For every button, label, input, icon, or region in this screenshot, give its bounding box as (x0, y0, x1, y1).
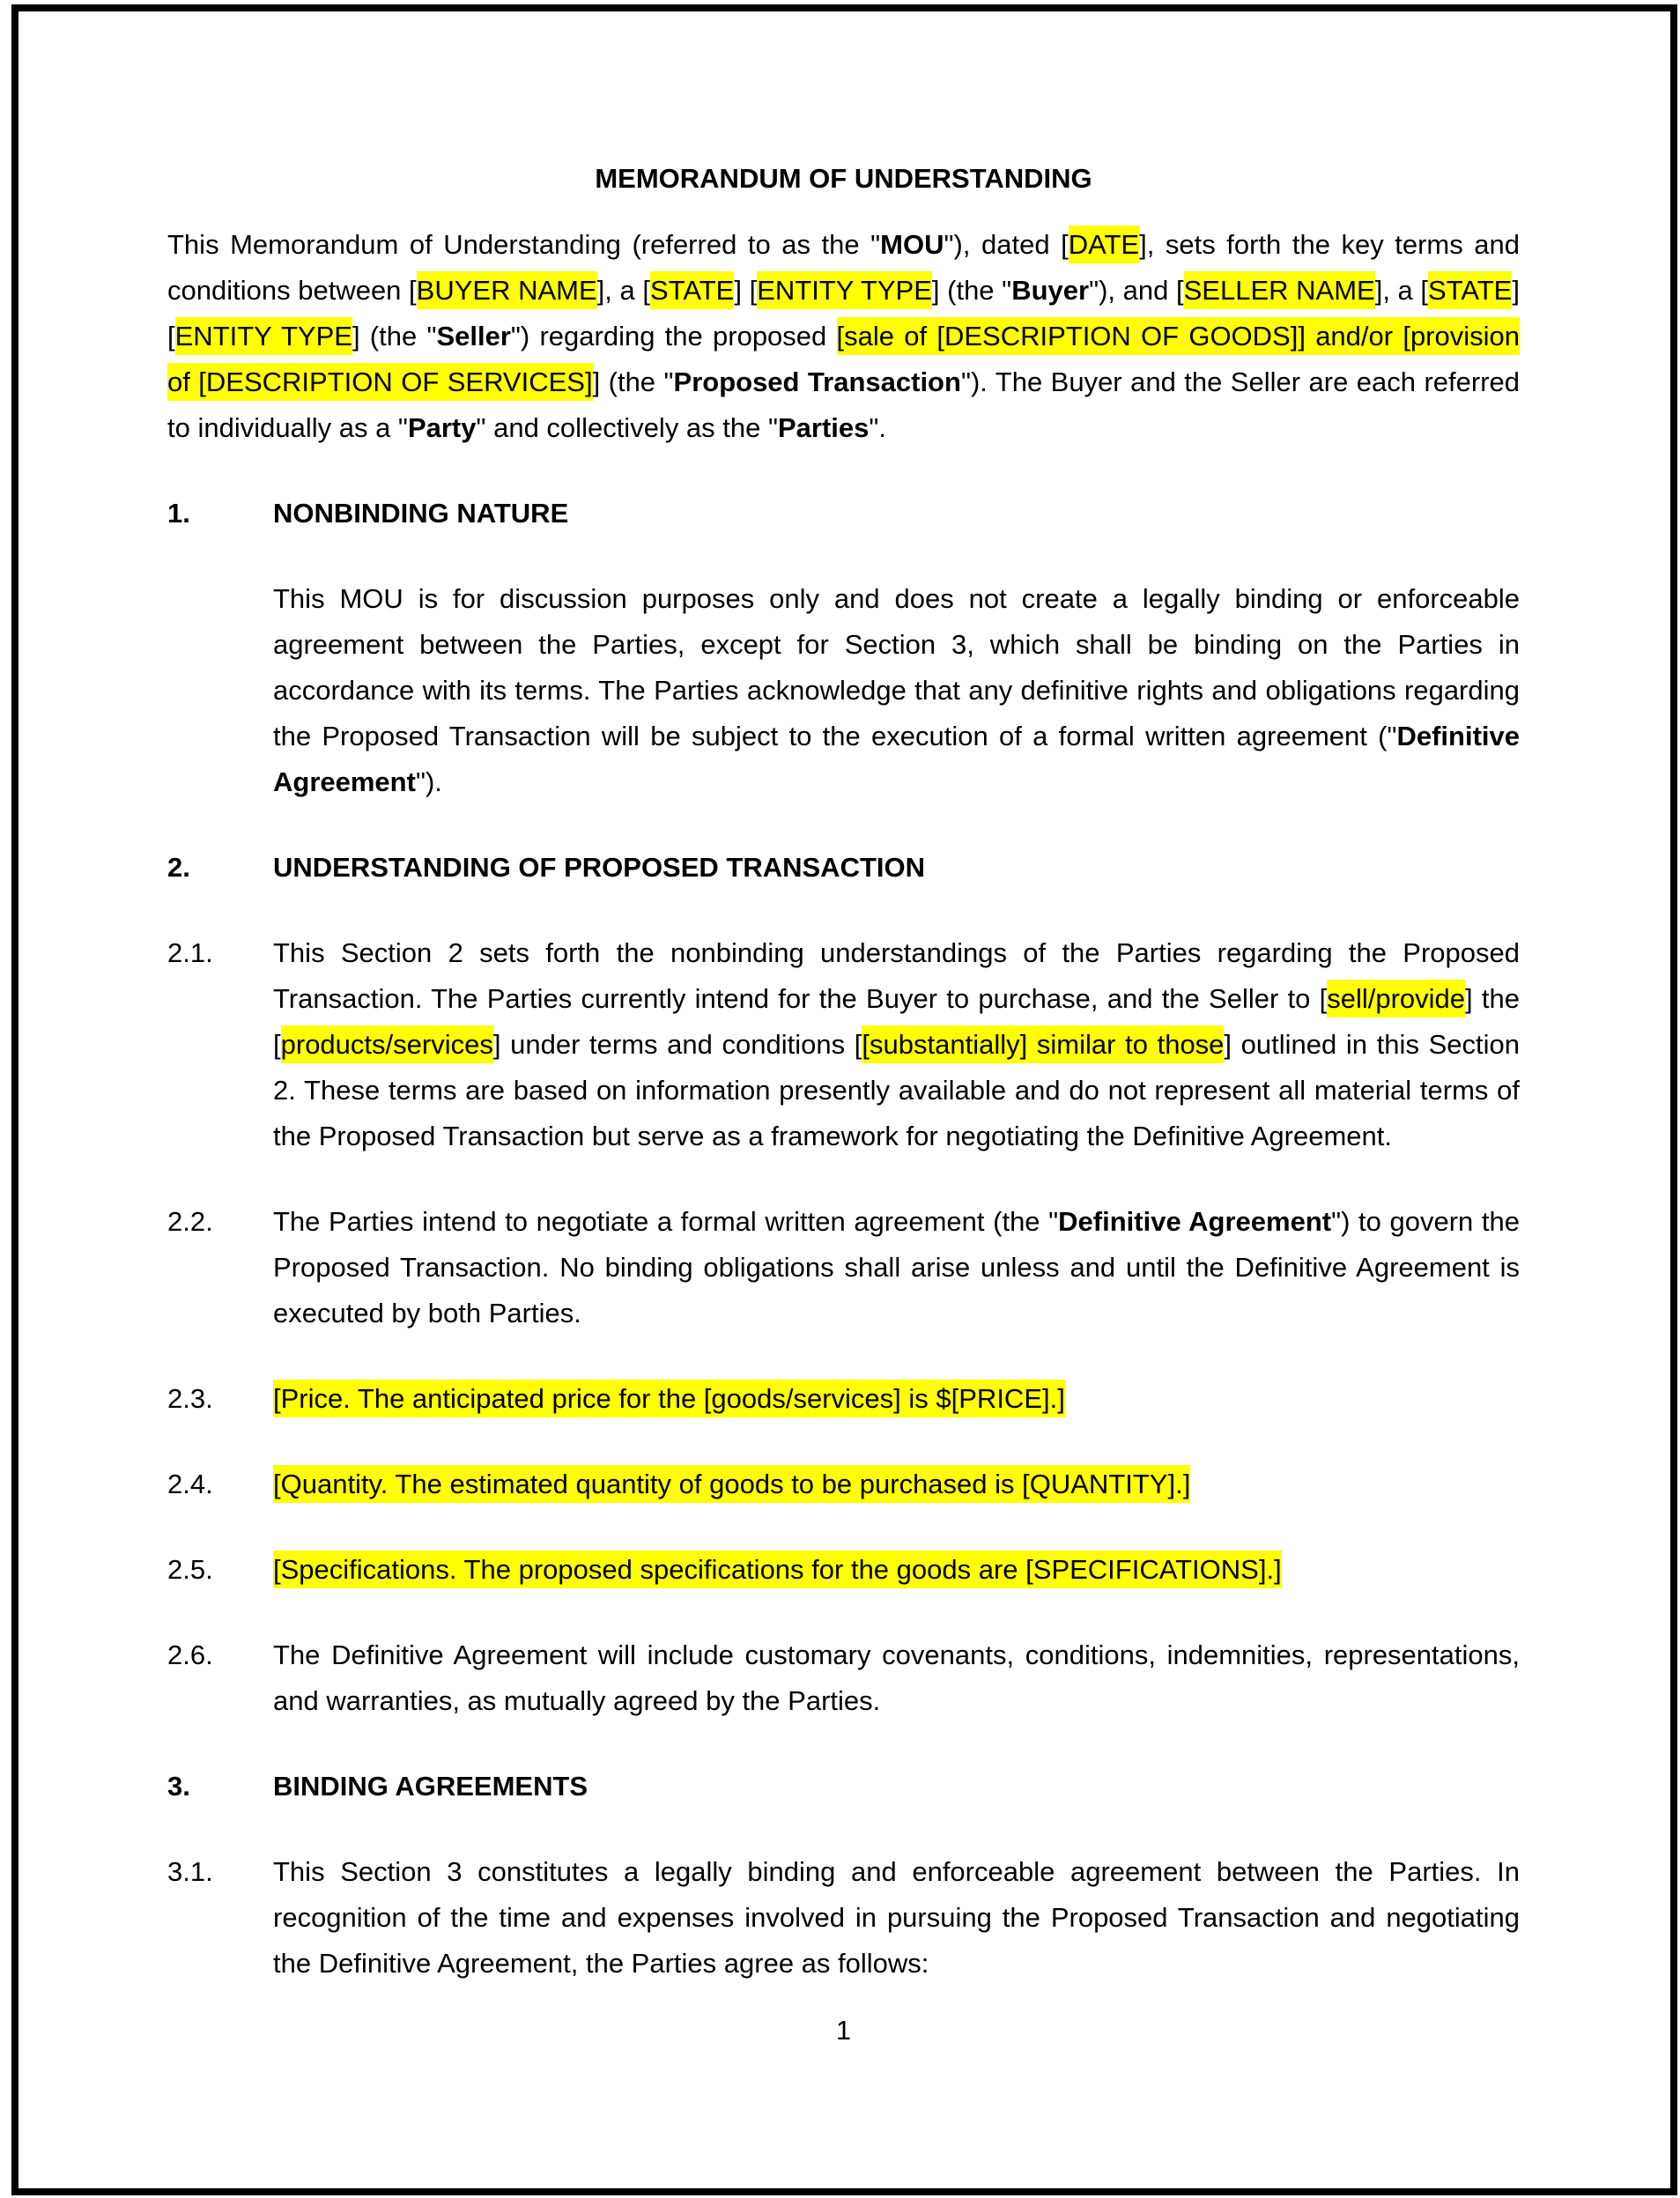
section-number: 2. (167, 852, 190, 883)
text-run: ] (the " (352, 321, 437, 352)
clause-number: 2.3. (167, 1383, 213, 1414)
clause-number: 3.1. (167, 1856, 213, 1887)
highlighted-text-run: STATE (650, 271, 734, 309)
bold-text-run: Party (407, 412, 477, 443)
text-run: This MOU is for discussion purposes only and does not create a legally binding or enforceable agreement between the Parties, except for Section 3, which shall be binding on the Parties in accordance with its terms. The Parties acknowledge that any definitive rights and obligations regarding the Proposed Transaction will be subject to the execution of a formal written agreement (" (273, 583, 1520, 751)
highlighted-text-run: STATE (1428, 271, 1512, 309)
text-run: This Memorandum of Understanding (referred to as the " (167, 229, 881, 260)
section-heading-text: BINDING AGREEMENTS (273, 1771, 588, 1802)
clause-2-2 (167, 1199, 1520, 1336)
bold-text-run: Parties (778, 412, 870, 443)
bold-text-run: Proposed Transaction (673, 366, 961, 397)
clause-2-3 (167, 1376, 1520, 1422)
clause-text (273, 930, 1520, 1159)
clause-3-1 (167, 1849, 1520, 1987)
clause-number: 2.4. (167, 1469, 213, 1499)
clause-2-4 (167, 1462, 1520, 1507)
bold-text-run: Definitive Agreement (1058, 1206, 1332, 1237)
document-title: MEMORANDUM OF UNDERSTANDING (595, 163, 1092, 194)
text-run: ], sets forth the key terms and conditions between [ (167, 229, 1521, 306)
section-1-heading (167, 491, 1520, 537)
text-run: "), dated [ (944, 229, 1069, 260)
text-run: ] (the " (592, 366, 674, 397)
bold-text-run: Definitive Agreement (273, 721, 1520, 797)
text-run: ] [ (734, 275, 758, 306)
clause-text (273, 1547, 1520, 1593)
section-heading-text: UNDERSTANDING OF PROPOSED TRANSACTION (273, 852, 926, 883)
text-run: ] under terms and conditions [ (492, 1029, 862, 1060)
highlighted-text-run: [Specifications. The proposed specifications for the goods are [SPECIFICATIONS].] (273, 1550, 1282, 1588)
clause-number: 2.1. (167, 937, 213, 968)
text-run: ] [ (167, 275, 1520, 352)
highlighted-text-run: sell/provide (1327, 980, 1465, 1018)
text-run: ] the [ (273, 983, 1520, 1060)
text-run: The Definitive Agreement will include customary covenants, conditions, indemnities, representations, and warranties, as mutually agreed by the Parties. (273, 1639, 1520, 1716)
clause-number: 2.5. (167, 1554, 213, 1585)
clause-text (273, 1199, 1520, 1336)
text-run: ] (the " (931, 275, 1012, 306)
highlighted-text-run: [sale of [DESCRIPTION OF GOODS]] and/or [provision of [DESCRIPTION OF SERVICES] (167, 317, 1520, 401)
section-heading-text: NONBINDING NATURE (273, 498, 569, 529)
highlighted-text-run: [Price. The anticipated price for the [goods/services] is $[PRICE].] (273, 1380, 1065, 1417)
text-run: ". (869, 412, 887, 443)
highlighted-text-run: BUYER NAME (417, 271, 597, 309)
text-run: ") to govern the Proposed Transaction. No binding obligations shall arise unless and until the Definitive Agreement is executed by both Parties. (273, 1206, 1520, 1328)
section-3-heading (167, 1764, 1520, 1809)
bold-text-run: Seller (436, 321, 511, 352)
clause-2-1 (167, 930, 1520, 1159)
text-run: ], a [ (596, 275, 651, 306)
section-number: 1. (167, 498, 190, 529)
text-run: This Section 3 constitutes a legally binding and enforceable agreement between the Parties. In recognition of the time and expenses involved in pursuing the Proposed Transaction and negotiating the Definitive Agreement, the Parties agree as follows: (273, 1856, 1520, 1979)
clause-text (273, 1849, 1520, 1987)
clause-text (273, 1376, 1520, 1422)
clause-text (273, 1632, 1520, 1724)
clause-number (167, 576, 273, 805)
bold-text-run: MOU (880, 229, 944, 260)
highlighted-text-run: [Quantity. The estimated quantity of goods to be purchased is [QUANTITY].] (273, 1465, 1190, 1503)
section-1-paragraph (167, 576, 1520, 805)
highlighted-text-run: ENTITY TYPE (757, 271, 932, 309)
text-run: "). (415, 766, 442, 797)
text-run: " and collectively as the " (476, 412, 778, 443)
clause-text (273, 1462, 1520, 1507)
text-run: "), and [ (1089, 275, 1184, 306)
section-2-heading (167, 845, 1520, 891)
page-number: 1 (835, 2015, 852, 2046)
section-number: 3. (167, 1771, 190, 1802)
bold-text-run: Buyer (1011, 275, 1090, 306)
text-run: ] outlined in this Section 2. These terms are based on information presently available and do not represent all material terms of the Proposed Transaction but serve as a framework for negotiating the Definitive Agreement. (273, 1029, 1520, 1151)
highlighted-text-run: ENTITY TYPE (175, 317, 352, 355)
text-run: This Section 2 sets forth the nonbinding understandings of the Parties regarding the Proposed Transaction. The Parties currently intend for the Buyer to purchase, and the Seller to [ (273, 937, 1520, 1014)
text-run: ], a [ (1374, 275, 1429, 306)
text-run: ") regarding the proposed (510, 321, 837, 352)
clause-text (273, 576, 1520, 805)
text-run: "). The Buyer and the Seller are each referred to individually as a " (167, 366, 1521, 443)
intro-paragraph (167, 222, 1520, 451)
highlighted-text-run: SELLER NAME (1184, 271, 1375, 309)
clause-2-6 (167, 1632, 1520, 1724)
highlighted-text-run: [substantially] similar to those (862, 1025, 1224, 1063)
highlighted-text-run: DATE (1069, 226, 1139, 263)
clause-number: 2.6. (167, 1639, 213, 1670)
clause-2-5 (167, 1547, 1520, 1593)
text-run: The Parties intend to negotiate a formal written agreement (the " (273, 1206, 1059, 1237)
highlighted-text-run: products/services (281, 1025, 493, 1063)
clause-number: 2.2. (167, 1206, 213, 1237)
